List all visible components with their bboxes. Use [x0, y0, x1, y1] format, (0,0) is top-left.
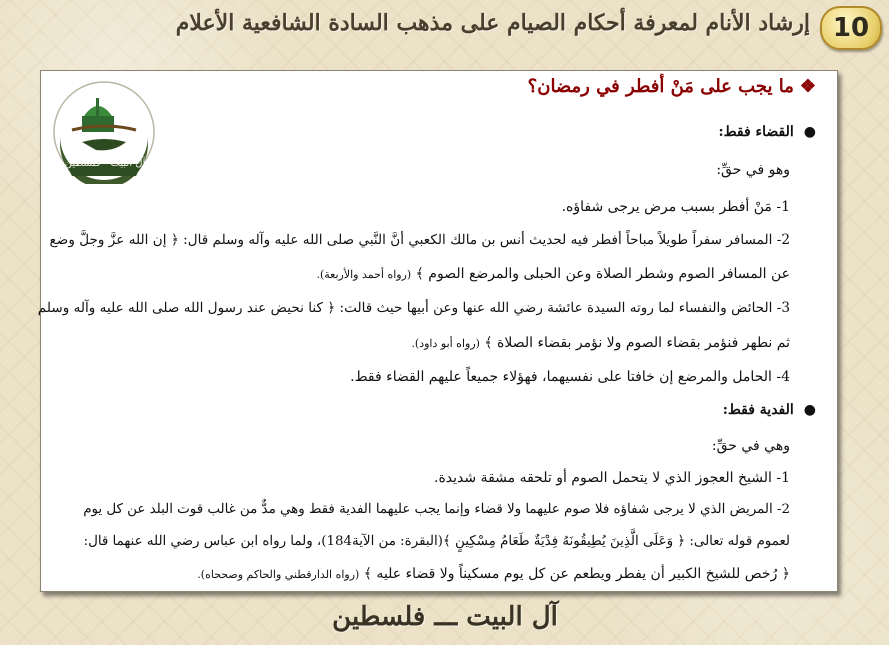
logo-caption: آل البيت - فلسطين [64, 158, 146, 169]
qada-item-2-ref: (رواه أحمد والأربعة). [316, 268, 412, 281]
qada-item-3-ref: (رواه أبو داود). [411, 337, 480, 350]
fidya-item-2-line-2: لعموم قوله تعالى: ﴿ وَعَلَى الَّذِينَ يُطِيقُونَهُ فِدْيَةٌ طَعَامُ مِسْكِينٍ ﴾(البقرة: من الآية184)، ولما رواه ابن عباس رضي الله عنهما قال: [83, 534, 790, 549]
question-title: ما يجب على مَنْ أفطر في رمضان؟ [527, 76, 794, 97]
qada-item-3-line-2 [411, 335, 790, 351]
bullet-icon: ● [803, 124, 816, 140]
qada-item-1: 1- مَنْ أفطر بسبب مرض يرجى شفاؤه. [561, 199, 790, 215]
qada-heading-text: القضاء فقط: [718, 124, 794, 140]
qada-item-4: 4- الحامل والمرضع إن خافتا على نفسيهما، فهؤلاء جميعاً عليهم القضاء فقط. [350, 369, 790, 385]
fidya-item-1: 1- الشيخ العجوز الذي لا يتحمل الصوم أو تلحقه مشقة شديدة. [434, 470, 790, 486]
qada-item-2-line-1: 2- المسافر سفراً طويلاً مباحاً أفطر فيه لحديث أنس بن مالك الكعبي أنَّ النَّبي صلى الله عليه وآله وسلم قال: ﴿ إن الله عزَّ وجلَّ وضع [49, 232, 790, 248]
qada-intro: وهو في حقِّ: [716, 162, 790, 178]
fidya-item-2-line-3 [197, 566, 790, 582]
page-number-badge: 10 [820, 6, 882, 50]
bullet-icon: ● [803, 402, 816, 418]
qada-item-2-text: عن المسافر الصوم وشطر الصلاة وعن الحبلى والمرضع الصوم ﴾ [415, 266, 790, 282]
diamond-icon: ❖ [799, 76, 816, 97]
qada-item-3-text: ثم نطهر فنؤمر بقضاء الصوم ولا نؤمر بقضاء الصلاة ﴾ [484, 335, 790, 351]
question-heading [528, 76, 816, 97]
footer-title: آل البيت ـــ فلسطين [332, 602, 558, 632]
qada-item-2-line-2 [316, 266, 790, 282]
fidya-intro: وهي في حقِّ: [711, 438, 790, 454]
fidya-item-2-ref: (رواه الدارقطني والحاكم وصححاه). [197, 568, 360, 581]
fidya-heading-text: الفدية فقط: [722, 402, 794, 418]
fidya-item-2-line-1: 2- المريض الذي لا يرجى شفاؤه فلا صوم عليهما ولا قضاء وإنما يجب عليهما الفدية فقط وهي مدٌّ من غالب قوت البلد عن كل يوم [83, 502, 790, 517]
qada-item-3-line-1: 3- الحائض والنفساء لما روته السيدة عائشة رضي الله عنها وعن أبيها حيث قالت: ﴿ كنا نحيض عند رسول الله صلى الله عليه وآله وسلم [37, 300, 790, 316]
fidya-item-2-text: ﴿ رُخص للشيخ الكبير أن يفطر ويطعم عن كل يوم مسكيناً ولا قضاء عليه ﴾ [363, 566, 790, 582]
book-title: إرشاد الأنام لمعرفة أحكام الصيام على مذهب السادة الشافعية الأعلام [175, 10, 810, 36]
qada-heading [718, 124, 816, 140]
fidya-heading [723, 402, 816, 418]
